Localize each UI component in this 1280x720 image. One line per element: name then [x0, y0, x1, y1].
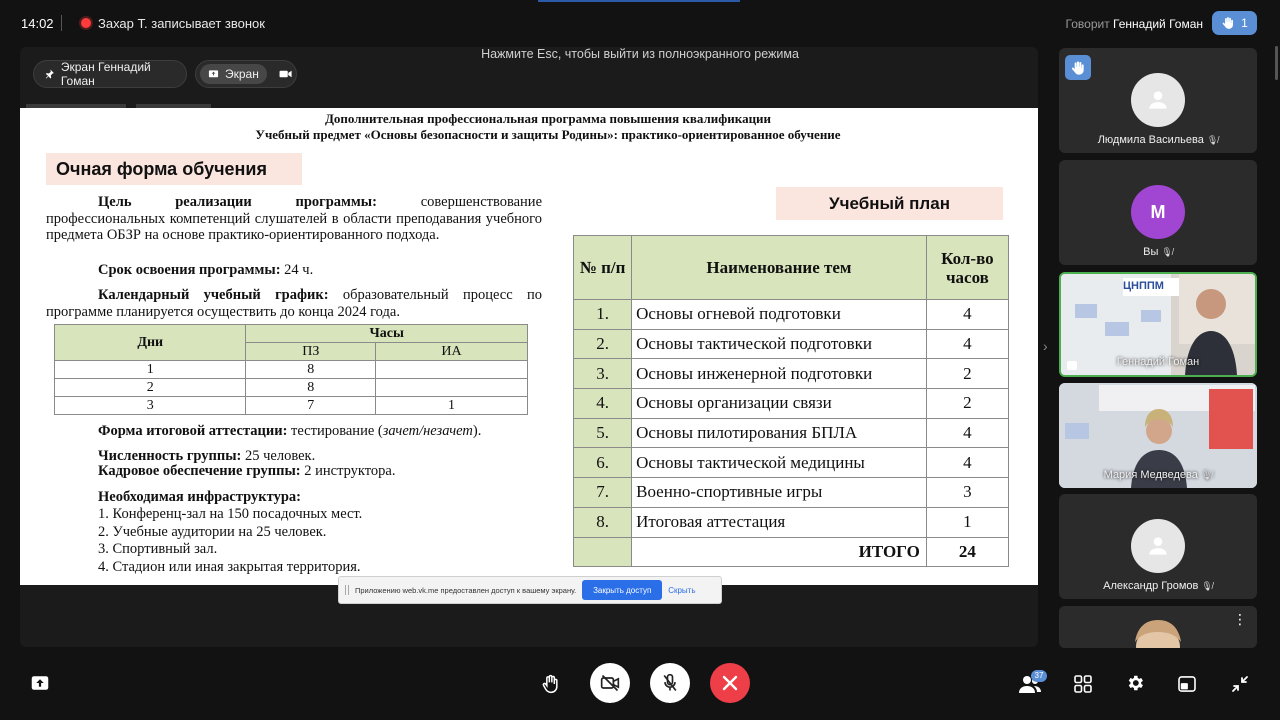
- schedule-text: образовательный процесс по программе планируется осуществить до конца 2024 года.: [46, 287, 542, 320]
- participant-tile-self[interactable]: [1059, 160, 1257, 265]
- cell-pz: 8: [246, 361, 376, 379]
- study-plan-table: [573, 235, 1009, 567]
- table-row: [574, 448, 1009, 478]
- participant-tile-partial[interactable]: [1059, 606, 1257, 648]
- chevron-right-icon[interactable]: ›: [1043, 338, 1048, 354]
- divider: [61, 15, 62, 31]
- cell-name: Основы инженерной подготовки: [632, 359, 927, 389]
- staff-text: 2 инструктора.: [300, 463, 396, 479]
- hide-notice-link[interactable]: Скрыть: [668, 585, 696, 595]
- cell-pz: 7: [246, 397, 376, 415]
- cell-name: Основы огневой подготовки: [632, 300, 927, 330]
- avatar: [1131, 73, 1185, 127]
- user-icon: [1145, 533, 1171, 559]
- cell-ia: [376, 379, 528, 397]
- cell-hours: 1: [926, 507, 1008, 537]
- mic-off-icon: 🎙︎̸: [1206, 135, 1219, 145]
- speaking-label: Говорит: [1065, 17, 1110, 31]
- cell-day: 2: [55, 379, 246, 397]
- goal-text: совершенствование профессиональных компетенций слушателей в области преподавания учебного предмета ОБЗР на основе практико-ориентированного подхода.: [46, 194, 543, 243]
- fullscreen-hint: Нажмите Esc, чтобы выйти из полноэкранного режима: [481, 47, 799, 61]
- mic-off-icon: 🎙︎̸: [1200, 470, 1213, 480]
- total-row: [574, 537, 1009, 567]
- camera-toggle-button[interactable]: [590, 663, 630, 703]
- plan-title: Учебный план: [776, 187, 1003, 220]
- goal-label: Цель реализации программы:: [98, 194, 377, 210]
- cell-num: 1.: [574, 300, 632, 330]
- pinned-screen-label: Экран Геннадий Гоман: [60, 60, 151, 88]
- top-accent-line: [538, 0, 740, 2]
- hand-icon: [1221, 16, 1235, 30]
- record-icon: [81, 18, 91, 28]
- cell-num: [574, 537, 632, 567]
- gear-icon: [1125, 673, 1145, 693]
- total-value: 24: [926, 537, 1008, 567]
- video-feed: [1059, 606, 1257, 648]
- table-row: [55, 379, 528, 397]
- my-screen-label: Экран: [225, 67, 259, 81]
- participant-name: [1059, 134, 1257, 146]
- pinned-screen-pill[interactable]: [33, 60, 187, 88]
- cell-hours: 4: [926, 418, 1008, 448]
- participant-name: [1059, 469, 1257, 481]
- share-notice-text: Приложению web.vk.me предоставлен доступ к вашему экрану.: [355, 585, 577, 595]
- col-pz: ПЗ: [246, 343, 376, 361]
- list-item: 3. Спортивный зал.: [98, 541, 218, 557]
- cell-day: 1: [55, 361, 246, 379]
- current-speaker: [1066, 17, 1203, 31]
- cell-num: 4.: [574, 389, 632, 419]
- schedule-paragraph: [46, 287, 542, 320]
- participant-tile[interactable]: [1059, 383, 1257, 488]
- share-screen-button[interactable]: [31, 675, 49, 691]
- col-ia: ИА: [376, 343, 528, 361]
- cell-hours: 4: [926, 329, 1008, 359]
- table-row: [574, 418, 1009, 448]
- mic-off-icon: 🎙︎̸: [1161, 247, 1173, 257]
- close-icon: [722, 675, 738, 691]
- cell-num: 3.: [574, 359, 632, 389]
- days-table: [54, 324, 528, 415]
- clock: 14:02: [21, 16, 54, 31]
- infrastructure-title: Необходимая инфраструктура:: [98, 489, 301, 505]
- staff-label: Кадровое обеспечение группы:: [98, 463, 301, 479]
- form-title: Очная форма обучения: [46, 153, 302, 185]
- col-name: Наименование тем: [632, 236, 927, 300]
- participant-name-text: Вы: [1143, 246, 1159, 258]
- more-options-icon[interactable]: ⋮: [1233, 611, 1247, 627]
- cell-num: 6.: [574, 448, 632, 478]
- share-screen-icon: [31, 675, 49, 691]
- hand-icon: [541, 674, 561, 694]
- drag-handle[interactable]: [345, 585, 349, 595]
- table-row: [55, 397, 528, 415]
- term-value: 24 ч.: [280, 262, 314, 278]
- cell-num: 8.: [574, 507, 632, 537]
- cell-day: 3: [55, 397, 246, 415]
- participant-name: Геннадий Гоман: [1116, 356, 1200, 368]
- participant-name: [1059, 246, 1257, 258]
- cell-hours: 2: [926, 359, 1008, 389]
- pin-icon: [44, 68, 55, 80]
- attestation-italic: зачет/незачет: [382, 423, 473, 439]
- cell-hours: 3: [926, 478, 1008, 508]
- col-hours: Часы: [246, 325, 528, 343]
- mic-off-icon: 🎙︎̸: [1201, 581, 1213, 591]
- screen-share-notice: [338, 576, 722, 604]
- table-row: [574, 359, 1009, 389]
- user-icon: [1145, 87, 1171, 113]
- mic-off-icon: [661, 673, 679, 693]
- camera-off-icon: [600, 674, 620, 692]
- cell-num: 7.: [574, 478, 632, 508]
- table-row: [574, 300, 1009, 330]
- avatar: М: [1131, 185, 1185, 239]
- cell-name: Основы пилотирования БПЛА: [632, 418, 927, 448]
- term-line: [98, 262, 538, 279]
- participant-name-text: Александр Громов: [1103, 580, 1199, 592]
- participant-tile[interactable]: [1059, 494, 1257, 599]
- raised-hand-icon: [1065, 55, 1091, 80]
- end-call-button[interactable]: [710, 663, 750, 703]
- cell-name: Основы тактической подготовки: [632, 329, 927, 359]
- term-label: Срок освоения программы:: [98, 262, 281, 278]
- participant-name-text: Мария Медведева: [1103, 469, 1198, 481]
- cell-name: Основы тактической медицины: [632, 448, 927, 478]
- col-hours: Кол-во часов: [926, 236, 1008, 300]
- table-row: [574, 507, 1009, 537]
- group-text: 25 человек.: [241, 448, 316, 464]
- share-screen-icon: [208, 69, 219, 80]
- cell-num: 2.: [574, 329, 632, 359]
- scrollbar[interactable]: [1275, 46, 1278, 80]
- cell-name: Военно-спортивные игры: [632, 478, 927, 508]
- total-label: ИТОГО: [632, 537, 927, 567]
- top-bar: [0, 0, 1280, 46]
- infrastructure-list: [98, 506, 594, 576]
- participant-tile-speaking[interactable]: [1059, 272, 1257, 377]
- cell-hours: 2: [926, 389, 1008, 419]
- goal-paragraph: [46, 194, 542, 244]
- raise-hand-button[interactable]: [540, 673, 562, 695]
- participants-count-badge: 37: [1031, 670, 1047, 682]
- layout-grid-button[interactable]: [1072, 673, 1094, 695]
- grid-icon: [1074, 675, 1092, 693]
- list-item: 4. Стадион или иная закрытая территория.: [98, 558, 361, 575]
- cell-ia: [376, 361, 528, 379]
- col-num: № п/п: [574, 236, 632, 300]
- table-row: [574, 329, 1009, 359]
- slide-header-line1: Дополнительная профессиональная программа повышения квалификации: [324, 111, 772, 126]
- cell-name: Основы организации связи: [632, 389, 927, 419]
- background-logo-text: ЦНППМ: [1123, 280, 1164, 292]
- my-screen-pill[interactable]: [195, 60, 297, 88]
- group-label: Численность группы:: [98, 448, 242, 464]
- pip-icon: [1178, 676, 1196, 692]
- col-days: Дни: [55, 325, 246, 361]
- list-item: 1. Конференц-зал на 150 посадочных мест.: [98, 506, 363, 522]
- attestation-label: Форма итоговой аттестации:: [98, 423, 288, 439]
- cell-ia: 1: [376, 397, 528, 415]
- participant-name: [1059, 580, 1257, 592]
- cell-name: Итоговая аттестация: [632, 507, 927, 537]
- table-row: [574, 389, 1009, 419]
- cell-num: 5.: [574, 418, 632, 448]
- attestation-end: ).: [472, 423, 482, 439]
- picture-in-picture-button[interactable]: [1176, 673, 1198, 695]
- table-row: [55, 361, 528, 379]
- recording-status: Захар Т. записывает звонок: [98, 16, 265, 31]
- raised-hands-count: 1: [1241, 16, 1248, 30]
- speaking-name: Геннадий Гоман: [1113, 17, 1203, 31]
- settings-button[interactable]: [1124, 672, 1146, 694]
- exit-fullscreen-button[interactable]: [1229, 673, 1251, 695]
- staff-line: [98, 463, 594, 480]
- attestation-line: [98, 423, 568, 440]
- camera-icon[interactable]: [279, 68, 292, 80]
- slide-header-line2: Учебный предмет «Основы безопасности и защиты Родины»: практико-ориентированное обучение: [255, 127, 841, 142]
- avatar: [1131, 519, 1185, 573]
- cell-hours: 4: [926, 300, 1008, 330]
- my-screen-toggle[interactable]: [200, 64, 267, 84]
- list-item: 2. Учебные аудитории на 25 человек.: [98, 523, 327, 540]
- schedule-label: Календарный учебный график:: [98, 287, 329, 303]
- cell-pz: 8: [246, 379, 376, 397]
- attestation-text: тестирование (: [287, 423, 383, 439]
- stop-sharing-button[interactable]: Закрыть доступ: [582, 580, 662, 600]
- participant-name-text: Людмила Васильева: [1097, 134, 1204, 146]
- raised-hands-button[interactable]: [1212, 11, 1257, 35]
- table-row: [574, 478, 1009, 508]
- collapse-icon: [1231, 675, 1249, 693]
- shared-slide: [20, 108, 1038, 585]
- microphone-toggle-button[interactable]: [650, 663, 690, 703]
- cell-hours: 4: [926, 448, 1008, 478]
